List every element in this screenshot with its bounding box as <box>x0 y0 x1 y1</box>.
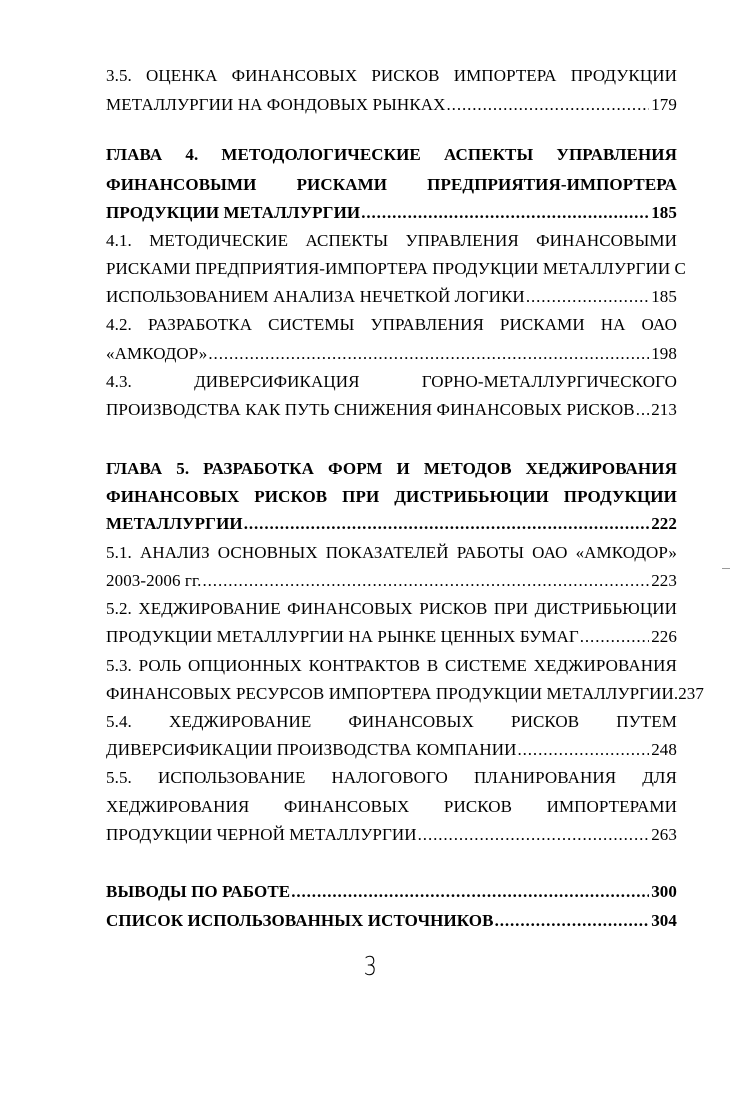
toc-page-number: 222 <box>651 514 677 533</box>
toc-page-number: 263 <box>651 825 677 844</box>
toc-page-number: 213 <box>651 400 677 419</box>
toc-entry-5-3-line2: ФИНАНСОВЫХ РЕСУРСОВ ИМПОРТЕРА ПРОДУКЦИИ МЕТАЛЛУРГИИ .237 <box>106 684 705 703</box>
chapter-5-title-line3: МЕТАЛЛУРГИИ ..... 222 <box>106 514 677 534</box>
toc-page-number: 223 <box>651 571 677 590</box>
toc-page-number: 185 <box>651 203 677 222</box>
toc-entry-5-5-line3: ПРОДУКЦИИ ЧЕРНОЙ МЕТАЛЛУРГИИ ..... 263 <box>106 825 677 845</box>
toc-entry-4-3-line1: 4.3. ДИВЕРСИФИКАЦИЯ ГОРНО-МЕТАЛЛУРГИЧЕСКОГО <box>106 372 677 391</box>
chapter-4-title-line2: ФИНАНСОВЫМИ РИСКАМИ ПРЕДПРИЯТИЯ-ИМПОРТЕРА <box>106 175 677 194</box>
toc-entry-5-5-line2: ХЕДЖИРОВАНИЯ ФИНАНСОВЫХ РИСКОВ ИМПОРТЕРАМИ <box>106 797 677 816</box>
chapter-4-title-line3: ПРОДУКЦИИ МЕТАЛЛУРГИИ ..... 185 <box>106 203 677 223</box>
toc-entry-5-4-line2: ДИВЕРСИФИКАЦИИ ПРОИЗВОДСТВА КОМПАНИИ ..... 248 <box>106 740 677 760</box>
toc-entry-5-1-line1: 5.1. АНАЛИЗ ОСНОВНЫХ ПОКАЗАТЕЛЕЙ РАБОТЫ ОАО «АМКОДОР» <box>106 543 677 562</box>
toc-entry-4-1-line2: РИСКАМИ ПРЕДПРИЯТИЯ-ИМПОРТЕРА ПРОДУКЦИИ МЕТАЛЛУРГИИ С <box>106 259 686 278</box>
toc-entry-3-5-line1: 3.5. ОЦЕНКА ФИНАНСОВЫХ РИСКОВ ИМПОРТЕРА ПРОДУКЦИИ <box>106 66 677 85</box>
toc-entry-5-3-line1: 5.3. РОЛЬ ОПЦИОННЫХ КОНТРАКТОВ В СИСТЕМЕ ХЕДЖИРОВАНИЯ <box>106 656 677 675</box>
toc-entry-4-1-line3: ИСПОЛЬЗОВАНИЕМ АНАЛИЗА НЕЧЕТКОЙ ЛОГИКИ ..... 185 <box>106 287 677 307</box>
chapter-5-title-line1: ГЛАВА 5. РАЗРАБОТКА ФОРМ И МЕТОДОВ ХЕДЖИРОВАНИЯ <box>106 459 677 478</box>
chapter-4-title-line1: ГЛАВА 4. МЕТОДОЛОГИЧЕСКИЕ АСПЕКТЫ УПРАВЛЕНИЯ <box>106 145 677 164</box>
toc-page-number: 185 <box>651 287 677 306</box>
toc-entry-4-2-line1: 4.2. РАЗРАБОТКА СИСТЕМЫ УПРАВЛЕНИЯ РИСКАМИ НА ОАО <box>106 315 677 334</box>
toc-page-number: 248 <box>651 740 677 759</box>
margin-dash <box>722 568 730 569</box>
toc-entry-5-5-line1: 5.5. ИСПОЛЬЗОВАНИЕ НАЛОГОВОГО ПЛАНИРОВАНИЯ ДЛЯ <box>106 768 677 787</box>
toc-entry-5-1-line2: 2003-2006 гг. ..... 223 <box>106 571 677 591</box>
toc-page-number: 304 <box>651 911 677 930</box>
toc-page-number: .237 <box>673 684 705 703</box>
toc-entry-5-2-line2: ПРОДУКЦИИ МЕТАЛЛУРГИИ НА РЫНКЕ ЦЕННЫХ БУМАГ ..... 226 <box>106 627 677 647</box>
toc-page-number: 300 <box>651 882 677 901</box>
toc-entry-4-1-line1: 4.1. МЕТОДИЧЕСКИЕ АСПЕКТЫ УПРАВЛЕНИЯ ФИНАНСОВЫМИ <box>106 231 677 250</box>
toc-entry-4-3-line2: ПРОИЗВОДСТВА КАК ПУТЬ СНИЖЕНИЯ ФИНАНСОВЫХ РИСКОВ ..... 213 <box>106 400 677 420</box>
toc-conclusions: ВЫВОДЫ ПО РАБОТЕ ..... 300 <box>106 882 677 902</box>
chapter-5-title-line2: ФИНАНСОВЫХ РИСКОВ ПРИ ДИСТРИБЬЮЦИИ ПРОДУКЦИИ <box>106 487 677 506</box>
toc-entry-4-2-line2: «АМКОДОР» ..... 198 <box>106 344 677 364</box>
toc-page-number: 179 <box>651 95 677 114</box>
toc-entry-5-4-line1: 5.4. ХЕДЖИРОВАНИЕ ФИНАНСОВЫХ РИСКОВ ПУТЕМ <box>106 712 677 731</box>
toc-references: СПИСОК ИСПОЛЬЗОВАННЫХ ИСТОЧНИКОВ ..... 304 <box>106 911 677 931</box>
toc-entry-5-2-line1: 5.2. ХЕДЖИРОВАНИЕ ФИНАНСОВЫХ РИСКОВ ПРИ ДИСТРИБЬЮЦИИ <box>106 599 677 618</box>
toc-entry-3-5-line2: МЕТАЛЛУРГИИ НА ФОНДОВЫХ РЫНКАХ ..... 179 <box>106 95 677 115</box>
handwritten-page-number: 3 <box>363 952 377 982</box>
toc-page-number: 198 <box>651 344 677 363</box>
toc-page-number: 226 <box>651 627 677 646</box>
